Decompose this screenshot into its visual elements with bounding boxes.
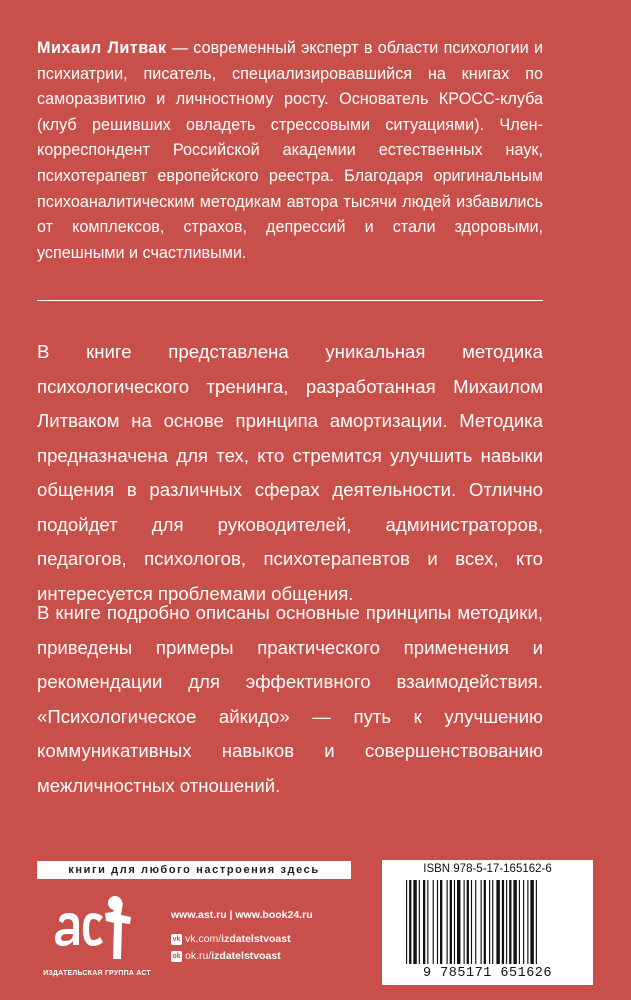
- isbn-barcode-box: [382, 860, 593, 985]
- ok-icon: ok: [172, 952, 181, 960]
- description-paragraph-1: В книге представлена уникальная методика психологического тренинга, разработанная Михаилом Литваком на основе принципа амортизации. Методика предназначена для тех, кто стремится улучшить навыки общения в различных сферах деятельности. Отлично подойдет для руководителей, администраторов, педагогов, психологов, психотерапевтов и всех, кто интересуется проблемами общения.: [37, 341, 543, 604]
- author-bio-text: — современный эксперт в области психологии и психиатрии, писатель, специализировавшийся на книгах по саморазвитию и личностному росту. Основатель КРОСС-клуба (клуб решивших овладеть стрессовыми ситуациями). Член-корреспондент Российской академии естественных наук, психотерапевт европейского реестра. Благодаря оригинальным психоаналитическим методикам автора тысячи людей избавились от комплексов, страхов, депрессий и стали здоровыми, успешными и счастливыми.: [37, 39, 543, 262]
- vk-prefix: vk.com/: [185, 933, 222, 945]
- ok-handle: izdatelstvoast: [211, 950, 281, 962]
- publisher-logo: [37, 893, 157, 983]
- isbn-label: ISBN 978-5-17-165162-6: [423, 863, 552, 875]
- barcode-icon: [402, 880, 573, 966]
- vk-handle: izdatelstvoast: [221, 933, 291, 945]
- author-bio: [37, 36, 543, 266]
- publisher-websites[interactable]: www.ast.ru | www.book24.ru: [171, 909, 313, 921]
- barcode-digits: 9 785171 651626: [422, 966, 553, 981]
- slogan-banner: книги для любого настроения здесь: [37, 861, 351, 879]
- vk-link[interactable]: [171, 933, 291, 945]
- ast-logo-icon: [37, 893, 157, 969]
- divider-line: [37, 300, 543, 301]
- ok-link[interactable]: [171, 950, 281, 962]
- publisher-caption: ИЗДАТЕЛЬСКАЯ ГРУППА АСТ: [43, 970, 151, 977]
- description-paragraph-2: В книге подробно описаны основные принципы методики, приведены примеры практического применения и рекомендации для эффективного взаимодействия. «Психологическое айкидо» — путь к улучшению коммуникативных навыков и совершенствованию межличностных отношений.: [37, 602, 543, 796]
- author-name: Михаил Литвак: [37, 39, 167, 57]
- ok-prefix: ok.ru/: [185, 950, 212, 962]
- vk-icon: vk: [172, 935, 181, 943]
